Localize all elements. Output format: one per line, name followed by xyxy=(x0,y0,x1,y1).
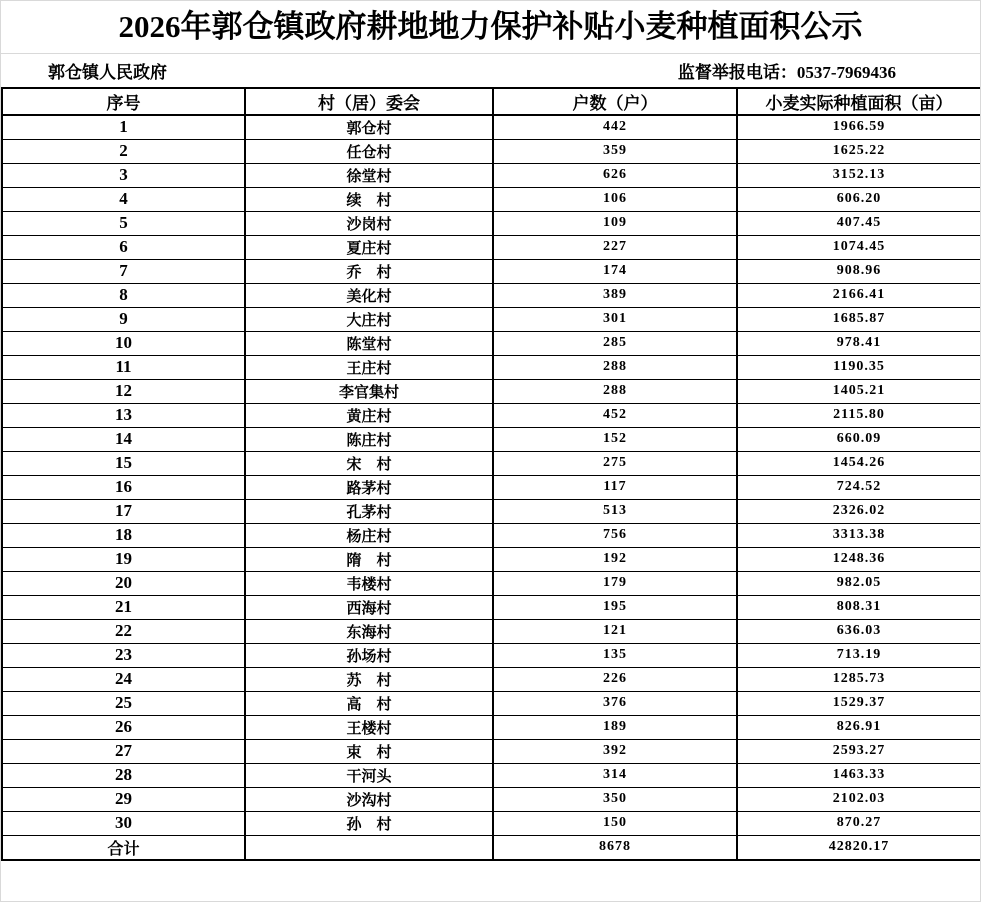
cell-village: 孙 村 xyxy=(245,811,493,835)
table-row xyxy=(2,691,981,715)
total-label: 合计 xyxy=(2,835,245,860)
table-row xyxy=(2,739,981,763)
cell-households: 227 xyxy=(493,235,737,259)
total-row xyxy=(2,835,981,860)
cell-serial: 15 xyxy=(2,451,245,475)
cell-serial: 19 xyxy=(2,547,245,571)
cell-village: 陈庄村 xyxy=(245,427,493,451)
cell-serial: 9 xyxy=(2,307,245,331)
cell-serial: 6 xyxy=(2,235,245,259)
cell-village: 孔茅村 xyxy=(245,499,493,523)
cell-serial: 4 xyxy=(2,187,245,211)
cell-households: 179 xyxy=(493,571,737,595)
table-row xyxy=(2,235,981,259)
cell-households: 626 xyxy=(493,163,737,187)
cell-area: 982.05 xyxy=(737,571,981,595)
cell-village: 王庄村 xyxy=(245,355,493,379)
cell-village: 束 村 xyxy=(245,739,493,763)
cell-serial: 14 xyxy=(2,427,245,451)
cell-village: 高 村 xyxy=(245,691,493,715)
cell-households: 192 xyxy=(493,547,737,571)
col-header-village: 村（居）委会 xyxy=(245,88,493,115)
cell-area: 908.96 xyxy=(737,259,981,283)
cell-village: 韦楼村 xyxy=(245,571,493,595)
cell-village: 孙场村 xyxy=(245,643,493,667)
table-row xyxy=(2,811,981,835)
cell-area: 826.91 xyxy=(737,715,981,739)
table-row xyxy=(2,763,981,787)
cell-village: 东海村 xyxy=(245,619,493,643)
cell-area: 713.19 xyxy=(737,643,981,667)
cell-village: 徐堂村 xyxy=(245,163,493,187)
cell-area: 1625.22 xyxy=(737,139,981,163)
col-header-serial: 序号 xyxy=(2,88,245,115)
report-hotline: 监督举报电话：0537-7969436 xyxy=(677,63,896,82)
cell-households: 275 xyxy=(493,451,737,475)
cell-village: 夏庄村 xyxy=(245,235,493,259)
cell-area: 1405.21 xyxy=(737,379,981,403)
cell-area: 2593.27 xyxy=(737,739,981,763)
cell-area: 870.27 xyxy=(737,811,981,835)
cell-households: 301 xyxy=(493,307,737,331)
cell-area: 1074.45 xyxy=(737,235,981,259)
table-row xyxy=(2,259,981,283)
cell-serial: 30 xyxy=(2,811,245,835)
table-row xyxy=(2,715,981,739)
cell-area: 2115.80 xyxy=(737,403,981,427)
cell-village: 杨庄村 xyxy=(245,523,493,547)
total-households: 8678 xyxy=(493,835,737,860)
subtitle-row xyxy=(1,54,980,87)
table-row xyxy=(2,475,981,499)
cell-village: 沙岗村 xyxy=(245,211,493,235)
cell-serial: 20 xyxy=(2,571,245,595)
table-header xyxy=(2,88,981,115)
cell-households: 195 xyxy=(493,595,737,619)
cell-households: 106 xyxy=(493,187,737,211)
cell-serial: 23 xyxy=(2,643,245,667)
cell-village: 西海村 xyxy=(245,595,493,619)
cell-serial: 17 xyxy=(2,499,245,523)
table-body xyxy=(2,115,981,835)
cell-area: 1529.37 xyxy=(737,691,981,715)
cell-village: 郭仓村 xyxy=(245,115,493,139)
cell-households: 389 xyxy=(493,283,737,307)
cell-area: 808.31 xyxy=(737,595,981,619)
cell-serial: 5 xyxy=(2,211,245,235)
table-row xyxy=(2,427,981,451)
cell-households: 174 xyxy=(493,259,737,283)
table-row xyxy=(2,283,981,307)
cell-serial: 21 xyxy=(2,595,245,619)
total-village-empty xyxy=(245,835,493,860)
cell-village: 王楼村 xyxy=(245,715,493,739)
cell-area: 978.41 xyxy=(737,331,981,355)
cell-village: 任仓村 xyxy=(245,139,493,163)
table-row xyxy=(2,595,981,619)
cell-village: 乔 村 xyxy=(245,259,493,283)
cell-village: 干河头 xyxy=(245,763,493,787)
cell-village: 宋 村 xyxy=(245,451,493,475)
cell-households: 452 xyxy=(493,403,737,427)
cell-serial: 25 xyxy=(2,691,245,715)
cell-serial: 13 xyxy=(2,403,245,427)
cell-area: 1190.35 xyxy=(737,355,981,379)
cell-village: 黄庄村 xyxy=(245,403,493,427)
cell-serial: 26 xyxy=(2,715,245,739)
table-row xyxy=(2,139,981,163)
page-title: 2026年郭仓镇政府耕地地力保护补贴小麦种植面积公示 xyxy=(1,1,980,54)
wheat-area-table xyxy=(1,87,981,861)
cell-households: 376 xyxy=(493,691,737,715)
cell-households: 442 xyxy=(493,115,737,139)
table-row xyxy=(2,619,981,643)
cell-households: 150 xyxy=(493,811,737,835)
table-row xyxy=(2,523,981,547)
cell-serial: 22 xyxy=(2,619,245,643)
table-row xyxy=(2,379,981,403)
cell-households: 152 xyxy=(493,427,737,451)
col-header-households: 户数（户） xyxy=(493,88,737,115)
cell-area: 1966.59 xyxy=(737,115,981,139)
cell-serial: 11 xyxy=(2,355,245,379)
cell-serial: 16 xyxy=(2,475,245,499)
total-area: 42820.17 xyxy=(737,835,981,860)
cell-village: 路茅村 xyxy=(245,475,493,499)
cell-households: 121 xyxy=(493,619,737,643)
cell-households: 117 xyxy=(493,475,737,499)
cell-serial: 24 xyxy=(2,667,245,691)
cell-area: 3152.13 xyxy=(737,163,981,187)
cell-area: 3313.38 xyxy=(737,523,981,547)
cell-households: 288 xyxy=(493,379,737,403)
cell-households: 189 xyxy=(493,715,737,739)
cell-serial: 10 xyxy=(2,331,245,355)
publisher-name: 郭仓镇人民政府 xyxy=(48,63,167,82)
cell-area: 2166.41 xyxy=(737,283,981,307)
table-row xyxy=(2,571,981,595)
cell-serial: 1 xyxy=(2,115,245,139)
table-row xyxy=(2,451,981,475)
cell-households: 135 xyxy=(493,643,737,667)
table-row xyxy=(2,667,981,691)
cell-households: 350 xyxy=(493,787,737,811)
table-row xyxy=(2,499,981,523)
cell-serial: 12 xyxy=(2,379,245,403)
cell-area: 1454.26 xyxy=(737,451,981,475)
cell-households: 314 xyxy=(493,763,737,787)
cell-serial: 3 xyxy=(2,163,245,187)
table-row xyxy=(2,331,981,355)
cell-households: 513 xyxy=(493,499,737,523)
cell-village: 陈堂村 xyxy=(245,331,493,355)
cell-households: 359 xyxy=(493,139,737,163)
cell-area: 1285.73 xyxy=(737,667,981,691)
cell-serial: 27 xyxy=(2,739,245,763)
cell-area: 636.03 xyxy=(737,619,981,643)
table-row xyxy=(2,787,981,811)
cell-area: 1248.36 xyxy=(737,547,981,571)
cell-serial: 18 xyxy=(2,523,245,547)
cell-serial: 28 xyxy=(2,763,245,787)
cell-village: 美化村 xyxy=(245,283,493,307)
cell-area: 2102.03 xyxy=(737,787,981,811)
cell-households: 285 xyxy=(493,331,737,355)
table-row xyxy=(2,307,981,331)
header-row xyxy=(2,88,981,115)
table-row xyxy=(2,403,981,427)
cell-households: 109 xyxy=(493,211,737,235)
cell-households: 226 xyxy=(493,667,737,691)
table-footer xyxy=(2,835,981,860)
cell-serial: 29 xyxy=(2,787,245,811)
cell-serial: 7 xyxy=(2,259,245,283)
table-row xyxy=(2,643,981,667)
cell-village: 隋 村 xyxy=(245,547,493,571)
cell-households: 288 xyxy=(493,355,737,379)
table-row xyxy=(2,547,981,571)
cell-area: 724.52 xyxy=(737,475,981,499)
table-row xyxy=(2,355,981,379)
cell-area: 1463.33 xyxy=(737,763,981,787)
cell-village: 沙沟村 xyxy=(245,787,493,811)
cell-village: 续 村 xyxy=(245,187,493,211)
cell-area: 407.45 xyxy=(737,211,981,235)
table-row xyxy=(2,163,981,187)
cell-households: 756 xyxy=(493,523,737,547)
cell-village: 大庄村 xyxy=(245,307,493,331)
col-header-area: 小麦实际种植面积（亩） xyxy=(737,88,981,115)
cell-area: 606.20 xyxy=(737,187,981,211)
table-row xyxy=(2,115,981,139)
cell-area: 2326.02 xyxy=(737,499,981,523)
cell-area: 660.09 xyxy=(737,427,981,451)
cell-serial: 2 xyxy=(2,139,245,163)
table-row xyxy=(2,211,981,235)
cell-village: 苏 村 xyxy=(245,667,493,691)
cell-serial: 8 xyxy=(2,283,245,307)
cell-village: 李官集村 xyxy=(245,379,493,403)
cell-households: 392 xyxy=(493,739,737,763)
table-row xyxy=(2,187,981,211)
cell-area: 1685.87 xyxy=(737,307,981,331)
